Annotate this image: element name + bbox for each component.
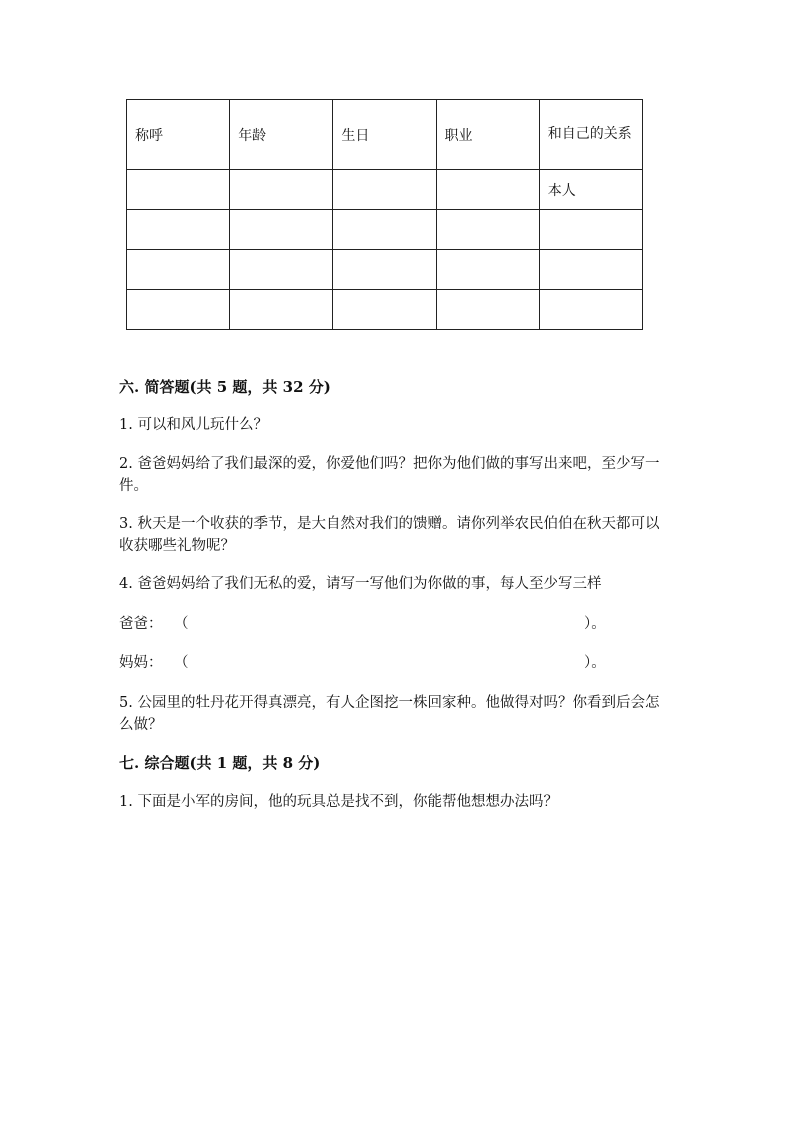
header-cell-title: 称呼 (127, 100, 230, 170)
section-7-title: 七. 综合题(共 1 题，共 8 分) (119, 754, 321, 772)
question-6-3: 3. 秋天是一个收获的季节，是大自然对我们的馈赠。请你列举农民伯伯在秋天都可以收获哪些礼物呢？ (119, 516, 660, 554)
question-7-1: 1. 下面是小军的房间，他的玩具总是找不到，你能帮他想想办法吗？ (119, 794, 558, 810)
table-row (127, 290, 643, 330)
table-cell[interactable] (230, 210, 333, 250)
table-row (127, 170, 643, 210)
table-cell[interactable] (539, 250, 642, 290)
dad-answer-line[interactable] (119, 613, 659, 635)
open-paren: （ (174, 616, 189, 632)
dad-label: 爸爸： (119, 616, 163, 632)
table-cell[interactable] (539, 290, 642, 330)
table-cell[interactable] (127, 250, 230, 290)
header-cell-job: 职业 (436, 100, 539, 170)
table-cell[interactable] (230, 290, 333, 330)
table-cell[interactable] (333, 290, 436, 330)
table-row (127, 250, 643, 290)
question-6-4: 4. 爸爸妈妈给了我们无私的爱，请写一写他们为你做的事，每人至少写三样 (119, 576, 602, 592)
question-6-5: 5. 公园里的牡丹花开得真漂亮，有人企图挖一株回家种。他做得对吗？你看到后会怎么做？ (119, 695, 660, 733)
table-cell[interactable] (539, 210, 642, 250)
section-6-title: 六. 简答题(共 5 题，共 32 分) (119, 378, 331, 396)
table-cell[interactable] (436, 210, 539, 250)
table-cell: 本人 (539, 170, 642, 210)
table-cell[interactable] (436, 290, 539, 330)
table-cell[interactable] (230, 250, 333, 290)
table-cell[interactable] (436, 250, 539, 290)
family-info-table (126, 99, 643, 330)
table-cell[interactable] (127, 290, 230, 330)
question-6-2: 2. 爸爸妈妈给了我们最深的爱，你爱他们吗？把你为他们做的事写出来吧，至少写一件。 (119, 456, 660, 494)
header-cell-birthday: 生日 (333, 100, 436, 170)
table-cell[interactable] (127, 170, 230, 210)
table-header-row (127, 100, 643, 170)
table-cell[interactable] (230, 170, 333, 210)
question-6-1: 1. 可以和风儿玩什么？ (119, 417, 268, 433)
close-paren: ）。 (584, 616, 606, 632)
table-cell[interactable] (127, 210, 230, 250)
open-paren: （ (174, 655, 189, 671)
header-cell-relation: 和自己的关系 (539, 100, 642, 170)
table-cell[interactable] (333, 250, 436, 290)
close-paren: ）。 (584, 655, 606, 671)
table-cell[interactable] (436, 170, 539, 210)
table-row (127, 210, 643, 250)
table-cell[interactable] (333, 170, 436, 210)
table-cell[interactable] (333, 210, 436, 250)
mom-label: 妈妈： (119, 655, 163, 671)
header-cell-age: 年龄 (230, 100, 333, 170)
mom-answer-line[interactable] (119, 652, 659, 674)
